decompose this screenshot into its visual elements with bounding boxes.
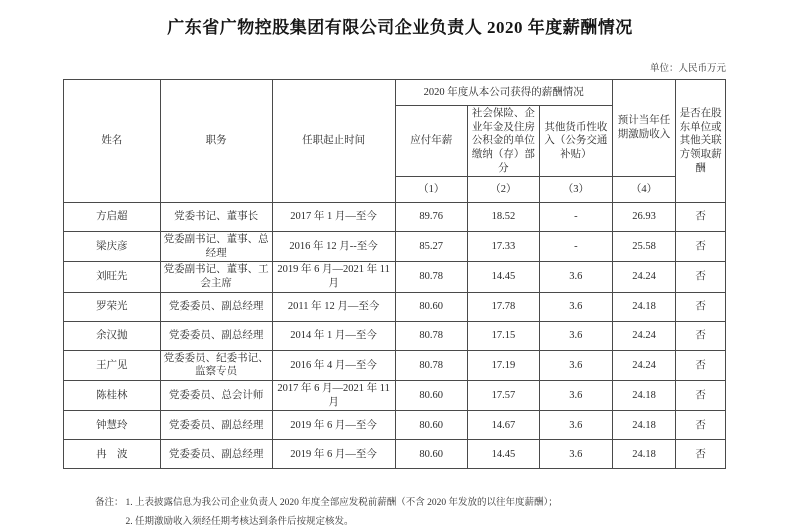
cell-salary: 80.60 [395, 440, 467, 469]
header-col-num-2: （2） [467, 177, 539, 203]
cell-shareholder: 否 [676, 232, 726, 262]
header-name: 姓名 [64, 80, 161, 203]
cell-other: - [539, 232, 612, 262]
cell-salary: 80.78 [395, 321, 467, 350]
cell-name: 罗荣光 [64, 292, 161, 321]
cell-insurance: 17.33 [467, 232, 539, 262]
header-salary-payable: 应付年薪 [395, 106, 467, 177]
table-row [64, 321, 726, 350]
cell-position: 党委委员、副总经理 [160, 321, 272, 350]
cell-insurance: 17.57 [467, 381, 539, 411]
cell-salary: 80.60 [395, 381, 467, 411]
cell-name: 梁庆彦 [64, 232, 161, 262]
cell-shareholder: 否 [676, 321, 726, 350]
cell-name: 刘旺先 [64, 262, 161, 292]
cell-other: 3.6 [539, 381, 612, 411]
header-position: 职务 [160, 80, 272, 203]
header-tenure: 任职起止时间 [272, 80, 395, 203]
notes-label: 备注： [95, 498, 124, 509]
header-social-insurance: 社会保险、企业年金及住房公积金的单位缴纳（存）部分 [467, 106, 539, 177]
cell-other: - [539, 203, 612, 232]
cell-tenure: 2019 年 6 月—至今 [272, 440, 395, 469]
table-row [64, 232, 726, 262]
cell-other: 3.6 [539, 262, 612, 292]
header-group-2020: 2020 年度从本公司获得的薪酬情况 [395, 80, 612, 106]
table-row [64, 440, 726, 469]
cell-incentive: 25.58 [612, 232, 676, 262]
cell-position: 党委委员、副总经理 [160, 411, 272, 440]
cell-other: 3.6 [539, 350, 612, 380]
cell-incentive: 24.18 [612, 381, 676, 411]
cell-tenure: 2016 年 4 月—至今 [272, 350, 395, 380]
cell-name: 王广见 [64, 350, 161, 380]
cell-shareholder: 否 [676, 411, 726, 440]
cell-shareholder: 否 [676, 381, 726, 411]
cell-shareholder: 否 [676, 350, 726, 380]
cell-salary: 80.78 [395, 262, 467, 292]
cell-other: 3.6 [539, 411, 612, 440]
cell-tenure: 2017 年 1 月—至今 [272, 203, 395, 232]
cell-salary: 80.60 [395, 292, 467, 321]
cell-incentive: 24.18 [612, 411, 676, 440]
cell-other: 3.6 [539, 440, 612, 469]
cell-insurance: 14.45 [467, 262, 539, 292]
cell-other: 3.6 [539, 292, 612, 321]
cell-tenure: 2016 年 12 月--至今 [272, 232, 395, 262]
cell-tenure: 2014 年 1 月—至今 [272, 321, 395, 350]
unit-label: 单位：人民币万元 [649, 64, 726, 74]
cell-position: 党委副书记、董事、总经理 [160, 232, 272, 262]
cell-insurance: 17.15 [467, 321, 539, 350]
table-row [64, 411, 726, 440]
cell-tenure: 2011 年 12 月—至今 [272, 292, 395, 321]
table-row [64, 350, 726, 380]
cell-name: 钟慧玲 [64, 411, 161, 440]
cell-name: 冉 波 [64, 440, 161, 469]
note-item-1: 1. 上表披露信息为我公司企业负责人 2020 年度全部应发税前薪酬（不含 2020 年发放的以往年度薪酬）； [125, 498, 558, 509]
page-title: 广东省广物控股集团有限公司企业负责人 2020 年度薪酬情况 [167, 18, 633, 37]
header-col-num-4: （4） [612, 177, 676, 203]
cell-incentive: 24.24 [612, 262, 676, 292]
header-shareholder: 是否在股东单位或其他关联方领取薪酬 [676, 80, 726, 203]
cell-name: 陈桂林 [64, 381, 161, 411]
cell-incentive: 26.93 [612, 203, 676, 232]
table-row [64, 203, 726, 232]
cell-position: 党委委员、纪委书记、监察专员 [160, 350, 272, 380]
cell-salary: 80.60 [395, 411, 467, 440]
cell-position: 党委委员、副总经理 [160, 440, 272, 469]
table-row [64, 381, 726, 411]
note-item-2: 2. 任期激励收入须经任期考核达到条件后按规定核发。 [125, 516, 354, 527]
cell-insurance: 18.52 [467, 203, 539, 232]
table-header [64, 80, 726, 203]
cell-insurance: 14.45 [467, 440, 539, 469]
cell-position: 党委书记、董事长 [160, 203, 272, 232]
cell-insurance: 17.19 [467, 350, 539, 380]
header-col-num-3: （3） [539, 177, 612, 203]
cell-shareholder: 否 [676, 203, 726, 232]
cell-salary: 80.78 [395, 350, 467, 380]
cell-incentive: 24.24 [612, 321, 676, 350]
cell-salary: 89.76 [395, 203, 467, 232]
cell-insurance: 14.67 [467, 411, 539, 440]
cell-name: 方启超 [64, 203, 161, 232]
header-incentive: 预计当年任期激励收入 [612, 80, 676, 177]
cell-tenure: 2019 年 6 月—2021 年 11 月 [272, 262, 395, 292]
cell-tenure: 2017 年 6 月—2021 年 11 月 [272, 381, 395, 411]
cell-shareholder: 否 [676, 440, 726, 469]
cell-other: 3.6 [539, 321, 612, 350]
cell-insurance: 17.78 [467, 292, 539, 321]
notes [95, 494, 800, 531]
cell-salary: 85.27 [395, 232, 467, 262]
cell-tenure: 2019 年 6 月—至今 [272, 411, 395, 440]
cell-shareholder: 否 [676, 262, 726, 292]
table-row [64, 292, 726, 321]
cell-incentive: 24.18 [612, 292, 676, 321]
cell-incentive: 24.24 [612, 350, 676, 380]
cell-incentive: 24.18 [612, 440, 676, 469]
cell-shareholder: 否 [676, 292, 726, 321]
table-row [64, 262, 726, 292]
cell-position: 党委副书记、董事、工会主席 [160, 262, 272, 292]
salary-table-body [64, 203, 726, 469]
cell-position: 党委委员、总会计师 [160, 381, 272, 411]
header-col-num-1: （1） [395, 177, 467, 203]
header-other-monetary: 其他货币性收入（公务交通补贴） [539, 106, 612, 177]
salary-table [63, 79, 726, 469]
cell-position: 党委委员、副总经理 [160, 292, 272, 321]
cell-name: 余汉抛 [64, 321, 161, 350]
